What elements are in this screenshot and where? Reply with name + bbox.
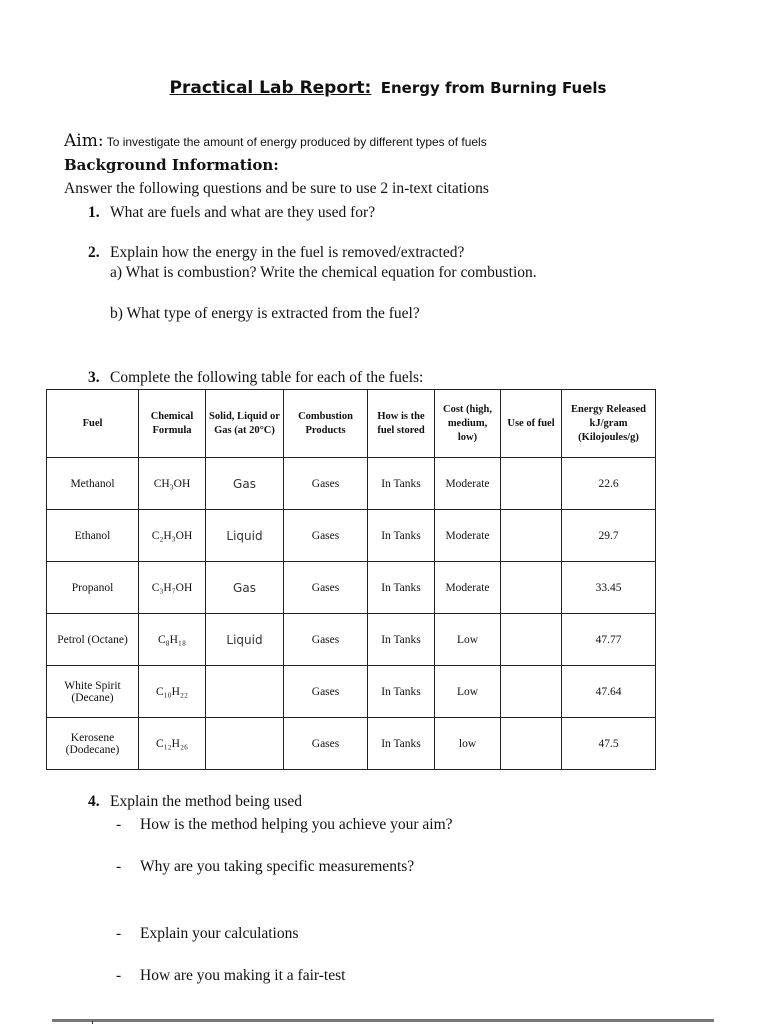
cell-use — [501, 458, 562, 510]
cell-use — [501, 510, 562, 562]
question-2 — [88, 244, 464, 262]
cell-cost: low — [435, 718, 501, 770]
cell-state: Gas — [206, 562, 284, 614]
header-energy: Energy Released kJ/gram (Kilojoules/g) — [562, 390, 656, 458]
cell-formula: C₃H₇OH — [139, 562, 206, 614]
title-main: Practical Lab Report: — [169, 78, 372, 98]
cell-fuel: Kerosene (Dodecane) — [47, 718, 139, 770]
cell-formula: C₁₀H₂₂ — [139, 666, 206, 718]
cell-state — [206, 718, 284, 770]
cell-use — [501, 718, 562, 770]
background-heading: Background Information: — [64, 156, 279, 174]
cell-products: Gases — [284, 458, 368, 510]
question-text: Explain how the energy in the fuel is removed/extracted? — [110, 244, 465, 261]
cell-formula: CH₃OH — [139, 458, 206, 510]
header-products: Combustion Products — [284, 390, 368, 458]
report-title — [0, 78, 768, 98]
aim-label: Aim: — [64, 131, 104, 151]
aim-line — [64, 131, 487, 151]
cell-state: Liquid — [206, 614, 284, 666]
cell-products: Gases — [284, 718, 368, 770]
cell-stored: In Tanks — [368, 614, 435, 666]
cell-cost: Low — [435, 614, 501, 666]
cell-products: Gases — [284, 614, 368, 666]
cell-fuel: Methanol — [47, 458, 139, 510]
cell-formula: C₁₂H₂₆ — [139, 718, 206, 770]
cell-stored: In Tanks — [368, 510, 435, 562]
cell-state — [206, 666, 284, 718]
table-row — [47, 718, 656, 770]
cell-fuel: Propanol — [47, 562, 139, 614]
bullet-text: Why are you taking specific measurements? — [140, 858, 415, 875]
bullet-item: - Explain your calculations — [116, 925, 299, 942]
header-formula: Chemical Formula — [139, 390, 206, 458]
cell-energy: 29.7 — [562, 510, 656, 562]
cell-fuel: White Spirit (Decane) — [47, 666, 139, 718]
cell-state: Gas — [206, 458, 284, 510]
header-use: Use of fuel — [501, 390, 562, 458]
question-text: What are fuels and what are they used for? — [110, 204, 376, 221]
cell-use — [501, 666, 562, 718]
bullet-item: - Why are you taking specific measurements? — [116, 858, 415, 875]
question-3 — [88, 369, 423, 387]
bullet-text: How is the method helping you achieve your aim? — [140, 816, 453, 833]
table-row — [47, 510, 656, 562]
cell-fuel: Ethanol — [47, 510, 139, 562]
cell-products: Gases — [284, 666, 368, 718]
question-2b: b) What type of energy is extracted from the fuel? — [110, 305, 420, 322]
bullet-item: - How are you making it a fair-test — [116, 967, 346, 984]
page-footer-rule — [52, 1019, 714, 1022]
title-sub: Energy from Burning Fuels — [380, 79, 607, 97]
cell-fuel: Petrol (Octane) — [47, 614, 139, 666]
cell-cost: Low — [435, 666, 501, 718]
intro-text: Answer the following questions and be sure to use 2 in-text citations — [64, 180, 489, 197]
cell-energy: 47.5 — [562, 718, 656, 770]
cell-energy: 47.64 — [562, 666, 656, 718]
bullet-text: Explain your calculations — [140, 925, 299, 942]
table-header-row — [47, 390, 656, 458]
cell-formula: C₂H₃OH — [139, 510, 206, 562]
table-row — [47, 614, 656, 666]
question-number: 1. — [88, 204, 100, 221]
header-fuel: Fuel — [47, 390, 139, 458]
fuels-table — [46, 389, 656, 770]
cell-cost: Moderate — [435, 510, 501, 562]
cell-energy: 22.6 — [562, 458, 656, 510]
table-row — [47, 458, 656, 510]
header-state: Solid, Liquid or Gas (at 20°C) — [206, 390, 284, 458]
cell-products: Gases — [284, 562, 368, 614]
table-row — [47, 666, 656, 718]
cell-products: Gases — [284, 510, 368, 562]
cell-state: Liquid — [206, 510, 284, 562]
cell-stored: In Tanks — [368, 458, 435, 510]
question-number: 3. — [88, 369, 100, 386]
cell-cost: Moderate — [435, 562, 501, 614]
cell-energy: 47.77 — [562, 614, 656, 666]
cell-stored: In Tanks — [368, 666, 435, 718]
table-row — [47, 562, 656, 614]
question-1 — [88, 204, 375, 222]
question-text: Explain the method being used — [110, 793, 302, 810]
cell-stored: In Tanks — [368, 718, 435, 770]
question-number: 4. — [88, 793, 100, 810]
bullet-text: How are you making it a fair-test — [140, 967, 346, 984]
question-text: Complete the following table for each of the fuels: — [110, 369, 424, 386]
bullet-item: - How is the method helping you achieve your aim? — [116, 816, 453, 833]
question-4 — [88, 793, 302, 811]
cell-use — [501, 614, 562, 666]
header-cost: Cost (high, medium, low) — [435, 390, 501, 458]
cell-energy: 33.45 — [562, 562, 656, 614]
aim-text: To investigate the amount of energy produced by different types of fuels — [106, 135, 487, 149]
question-2a: a) What is combustion? Write the chemical equation for combustion. — [110, 264, 537, 281]
cell-stored: In Tanks — [368, 562, 435, 614]
question-number: 2. — [88, 244, 100, 261]
header-storage: How is the fuel stored — [368, 390, 435, 458]
cell-use — [501, 562, 562, 614]
cell-formula: C₈H₁₈ — [139, 614, 206, 666]
cell-cost: Moderate — [435, 458, 501, 510]
